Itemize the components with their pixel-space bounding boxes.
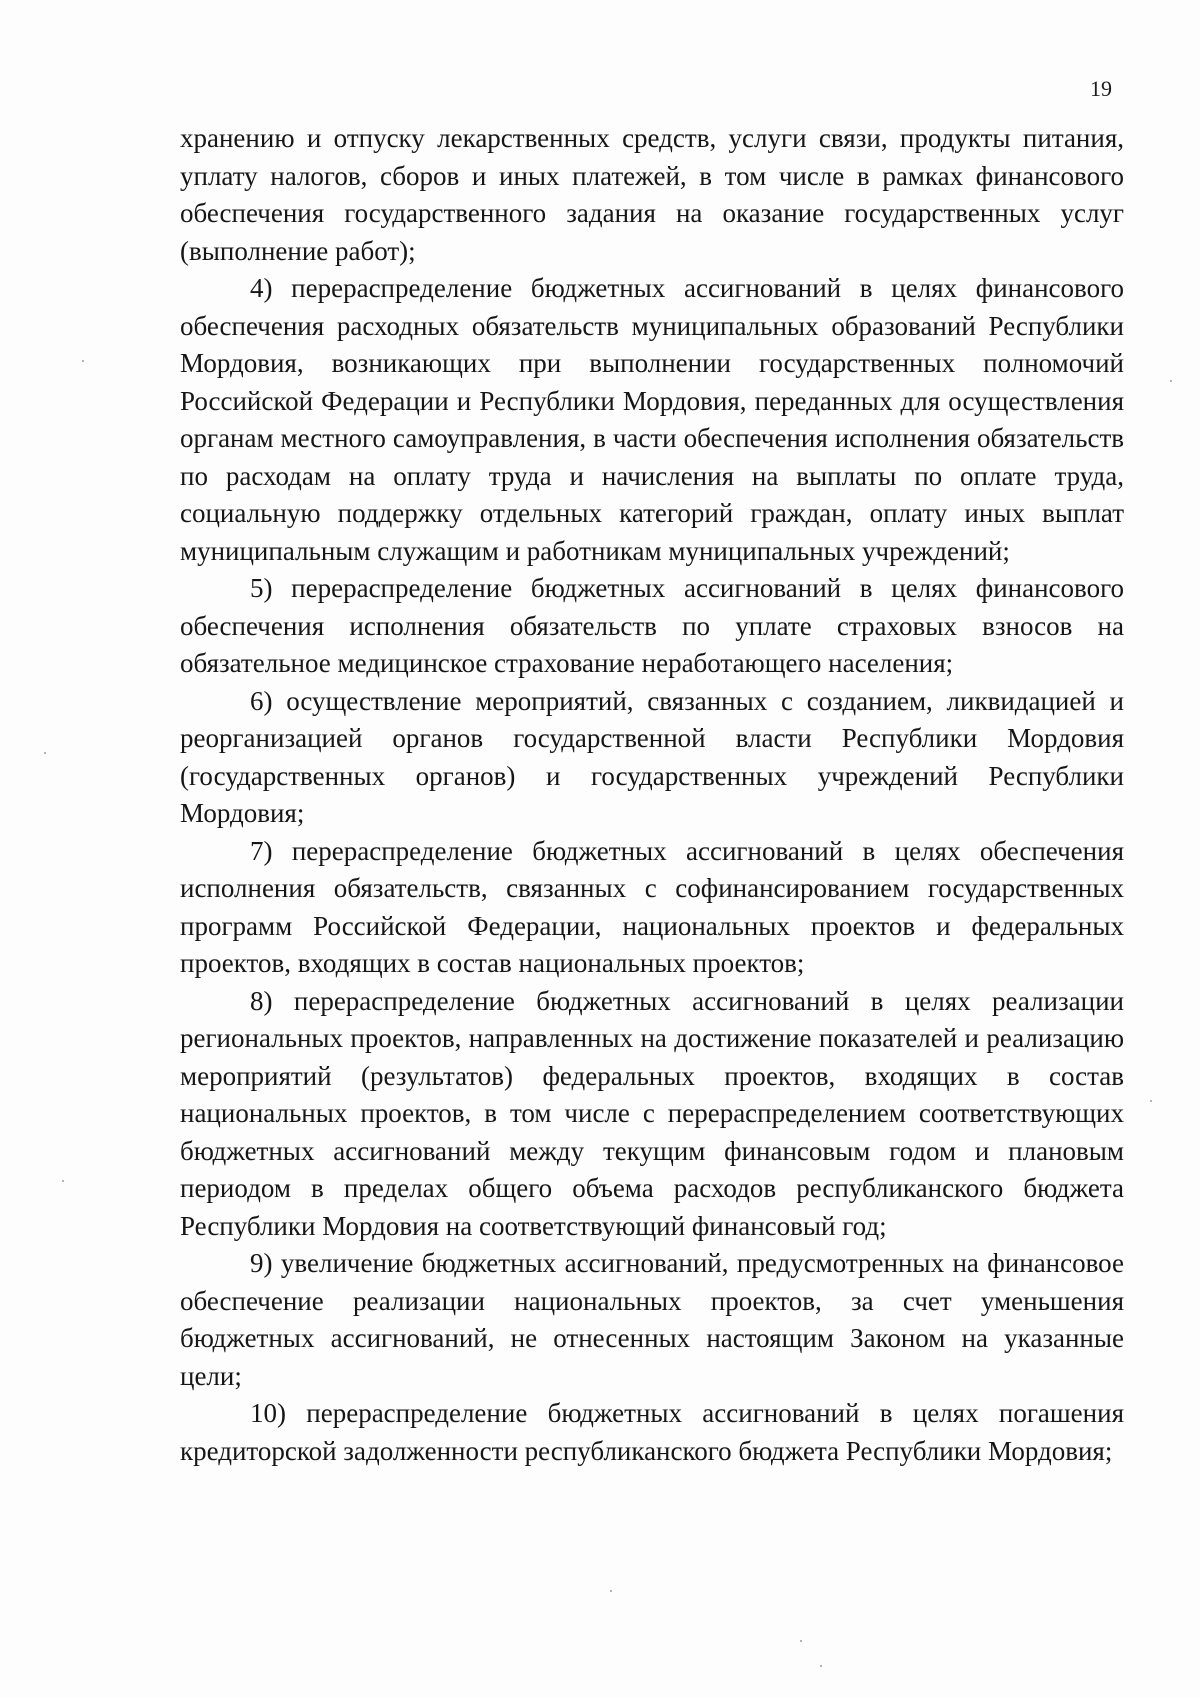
paragraph-item-7: 7) перераспределение бюджетных ассигнований в целях обеспечения исполнения обязательств, связанных с софинансированием государственных программ Российской Федерации, национальных проектов и федеральных проектов, входящих в состав национальных проектов; — [180, 835, 1124, 978]
scan-speck — [1150, 1100, 1152, 1102]
scan-speck — [800, 1640, 802, 1642]
paragraph-item-4: 4) перераспределение бюджетных ассигнований в целях финансового обеспечения расходных обязательств муниципальных образований Республики Мордовия, возникающих при выполнении государственных полномочий Российской Федерации и Республики Мордовия, переданных для осуществления органам местного самоуправления, в части обеспечения исполнения обязательств по расходам на оплату труда и начисления на выплаты по оплате труда, социальную поддержку отдельных категорий граждан, оплату иных выплат муниципальным служащим и работникам муниципальных учреждений; — [180, 273, 1124, 566]
scan-speck — [610, 1590, 612, 1592]
paragraph-continuation: хранению и отпуску лекарственных средств, услуги связи, продукты питания, уплату налогов, сборов и иных платежей, в том числе в рамках финансового обеспечения государственного задания на оказание государственных услуг (выполнение работ); — [180, 123, 1124, 266]
scan-speck — [1170, 380, 1172, 382]
paragraph-item-8: 8) перераспределение бюджетных ассигнований в целях реализации региональных проектов, направленных на достижение показателей и реализацию мероприятий (результатов) федеральных проектов, входящих в состав национальных проектов, в том числе с перераспределением соответствующих бюджетных ассигнований между текущим финансовым годом и плановым периодом в пределах общего объема расходов республиканского бюджета Республики Мордовия на соответствующий финансовый год; — [180, 985, 1124, 1241]
scan-speck — [44, 752, 46, 754]
paragraph-item-5: 5) перераспределение бюджетных ассигнований в целях финансового обеспечения исполнения обязательств по уплате страховых взносов на обязательное медицинское страхование неработающего населения; — [180, 573, 1124, 678]
scan-speck — [82, 360, 84, 362]
paragraph-item-6: 6) осуществление мероприятий, связанных с созданием, ликвидацией и реорганизацией органов государственной власти Республики Мордовия (государственных органов) и государственных учреждений Республики Мордовия; — [180, 685, 1124, 828]
paragraph-item-10: 10) перераспределение бюджетных ассигнований в целях погашения кредиторской задолженности республиканского бюджета Республики Мордовия; — [180, 1398, 1124, 1466]
page-number: 19 — [1090, 76, 1112, 101]
paragraph-item-9: 9) увеличение бюджетных ассигнований, предусмотренных на финансовое обеспечение реализации национальных проектов, за счет уменьшения бюджетных ассигнований, не отнесенных настоящим Законом на указанные цели; — [180, 1248, 1124, 1391]
scan-speck — [820, 1665, 822, 1667]
scan-speck — [62, 1180, 64, 1182]
document-body — [180, 120, 1124, 1470]
